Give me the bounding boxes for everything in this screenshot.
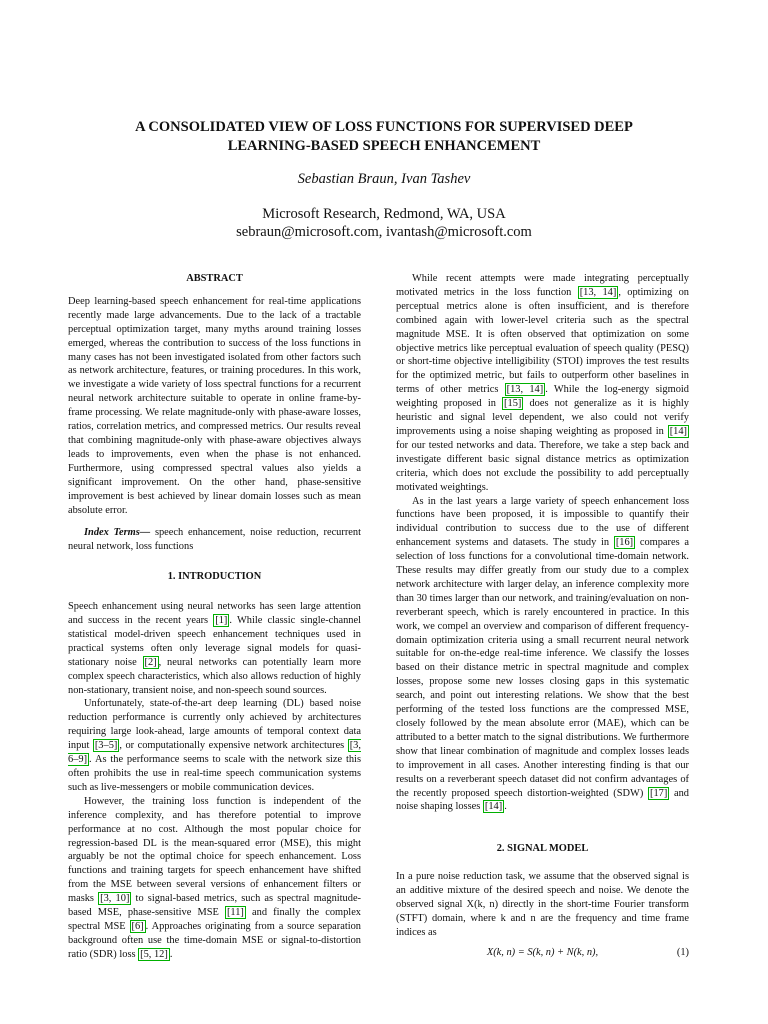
citation-link[interactable]: [17] <box>650 787 668 799</box>
intro-paragraph-3: However, the training loss function is independent of the inference complexity, and has therefore potential to improve performance at no cost. Although the most popular choice for regression-based DL is the mean-squared error (MSE), this might arguably be not the optimal choice for speech enhancement. Loss functions and training targets for speech enhancement have shifted from the MSE between several versions of enhancement filters or masks [3, 10] to signal-based metrics, such as spectral magnitude-based MSE, phase-sensitive MSE [11] and finally the complex spectral MSE [6] . Approaches originating from a source separation background often use the time-domain MSE or signal-to-distortion ratio (SDR) loss [5, 12] . <box>68 795 362 960</box>
citation-link[interactable]: [1] <box>215 615 228 627</box>
citation-link[interactable]: [13, 14] <box>579 286 617 298</box>
affiliation-block <box>0 205 768 241</box>
citation-link[interactable]: [5, 12] <box>140 948 168 960</box>
author-emails: sebraun@microsoft.com, ivantash@microsoft.com <box>236 224 532 240</box>
author-names: Sebastian Braun, Ivan Tashev <box>297 171 471 187</box>
equation-1 <box>396 944 689 964</box>
intro-paragraph-2: Unfortunately, state-of-the-art deep learning (DL) based noise reduction performance is currently only achieved by architectures requiring large look-ahead, large amounts of temporal context data input [3–5] , or computationally expensive network architectures [3, 6–9] . As the performance seems to scale with the network size this often prohibits the use in real-time speech communication systems such as live-messengers or mobile communication devices. <box>68 698 361 793</box>
right-column <box>396 272 689 964</box>
index-terms-label: Index Terms— <box>84 527 151 539</box>
signal-model-heading: 2. SIGNAL MODEL <box>496 843 589 855</box>
intro-paragraph-1: Speech enhancement using neural networks has seen large attention and success in the recent years [1] . While classic single-channel statistical model-driven speech enhancement techniques used in practical systems often only leverage signal models for quasi-stationary noise [2] , neural networks can potentially learn more complex speech characteristics, which also allows reduction of highly non-stationary, transient noise, and non-speech sound sources. <box>68 601 361 696</box>
introduction-heading: 1. INTRODUCTION <box>167 571 262 583</box>
index-terms-text: speech enhancement, noise reduction, recurrent neural network, loss functions <box>68 527 361 553</box>
title-line-1: A CONSOLIDATED VIEW OF LOSS FUNCTIONS FOR SUPERVISED DEEP <box>135 119 633 135</box>
index-terms <box>68 526 361 554</box>
affiliation: Microsoft Research, Redmond, WA, USA <box>262 206 506 222</box>
title-line-2: LEARNING-BASED SPEECH ENHANCEMENT <box>227 138 541 154</box>
citation-link[interactable]: [6] <box>131 920 144 932</box>
signal-model-paragraph: In a pure noise reduction task, we assume that the observed signal is an additive mixture of the desired speech and noise. We denote the observed signal X(k, n) directly in the short-time Fourier transform (STFT) domain, where k and n are the frequency and time frame indices as <box>396 871 689 938</box>
citation-link[interactable]: [3, 6–9] <box>68 740 361 766</box>
abstract-heading: ABSTRACT <box>186 273 243 284</box>
citation-link[interactable]: [14] <box>484 801 503 813</box>
citation-link[interactable]: [3, 10] <box>100 893 130 905</box>
citation-link[interactable]: [14] <box>669 425 687 437</box>
citation-link[interactable]: [2] <box>144 656 157 668</box>
citation-link[interactable]: [16] <box>615 537 634 549</box>
equation-number: (1) <box>676 946 689 958</box>
citation-link[interactable]: [3–5] <box>94 740 118 752</box>
paper-title <box>0 118 768 156</box>
citation-link[interactable]: [11] <box>226 907 244 919</box>
intro-paragraph-5: As in the last years a large variety of speech enhancement loss functions have been proposed, it is impossible to quantify their individual contribution to success due to the use of different enhancement systems and datasets. The study in [16] compares a selection of loss functions for a convolutional time-domain network. These results may differ greatly from our study due to a complex network architecture with larger delay, an inference complexity more than 30 times larger than our network, and training/evaluation on non-reverberant speech, which is rarely encountered in practice. In this work, we compel an overview and comparison of different frequency-domain optimization criteria using a small recurrent neural network suitable for on-the-edge real-time inference. We classify the losses based on their distance metric in spectral magnitude and complex losses, propose some new losses closing gaps in this systematic search, and point out interesting relations. We show that the best performing of the tested loss functions are the compressed MSE, closely followed by the mean absolute error (MAE), which can be attributed to a better match to the signal distributions. We furthermore show that linear combination of magnitude and complex losses leads to improvement in all cases. Another interesting finding is that our results on a reverberant speech dataset did not confirm advantages of the recently proposed speech distortion-weighted (SDW) [17] and noise shaping losses [14] . <box>396 495 689 813</box>
equation-body: X(k, n) = S(k, n) + N(k, n), <box>486 946 599 958</box>
intro-paragraph-4: While recent attempts were made integrating perceptually motivated metrics in the loss function [13, 14] , optimizing on perceptual metrics alone is often insufficient, and is therefore combined again with lower-level criteria such as the spectral magnitude MSE. It is often observed that optimization on some objective metrics like perceptual evaluation of speech quality (PESQ) or short-time objective intelligibility (STOI) improves the test results for the optimized metric, but fails to outperform other baselines in terms of other metrics [13, 14] . While the log-energy sigmoid weighting proposed in [15] does not generalize as it is highly heuristic and signal level dependent, we also could not verify improvements using a noise shaping weighting as proposed in [14] for our tested networks and data. Therefore, we take a step back and investigate different basic signal distance metrics as optimization criteria, which does not exclude the possibility to add perceptually motivated weightings. <box>396 273 689 493</box>
abstract-body: Deep learning-based speech enhancement for real-time applications recently made large advancements. Due to the lack of a tractable perceptual optimization target, many myths around training losses emerged, whereas the contribution to success of the loss functions in many cases has not been investigated isolated from other factors such as network architecture, features, or training procedures. In this work, we investigate a wide variety of loss spectral functions for a recurrent neural network architecture suitable to operate in online frame-by-frame processing. We relate magnitude-only with phase-aware losses, ratios, correlation metrics, and compressed metrics. Our results reveal that combining magnitude-only with phase-aware objectives always leads to improvements, even when the phase is not enhanced. Furthermore, using compressed spectral values also yields a significant improvement. On the other hand, phase-sensitive improvement is best achieved by linear domain losses such as mean absolute error. <box>68 295 361 516</box>
citation-link[interactable]: [13, 14] <box>506 384 544 396</box>
left-column <box>68 272 361 962</box>
citation-link[interactable]: [15] <box>504 398 522 410</box>
